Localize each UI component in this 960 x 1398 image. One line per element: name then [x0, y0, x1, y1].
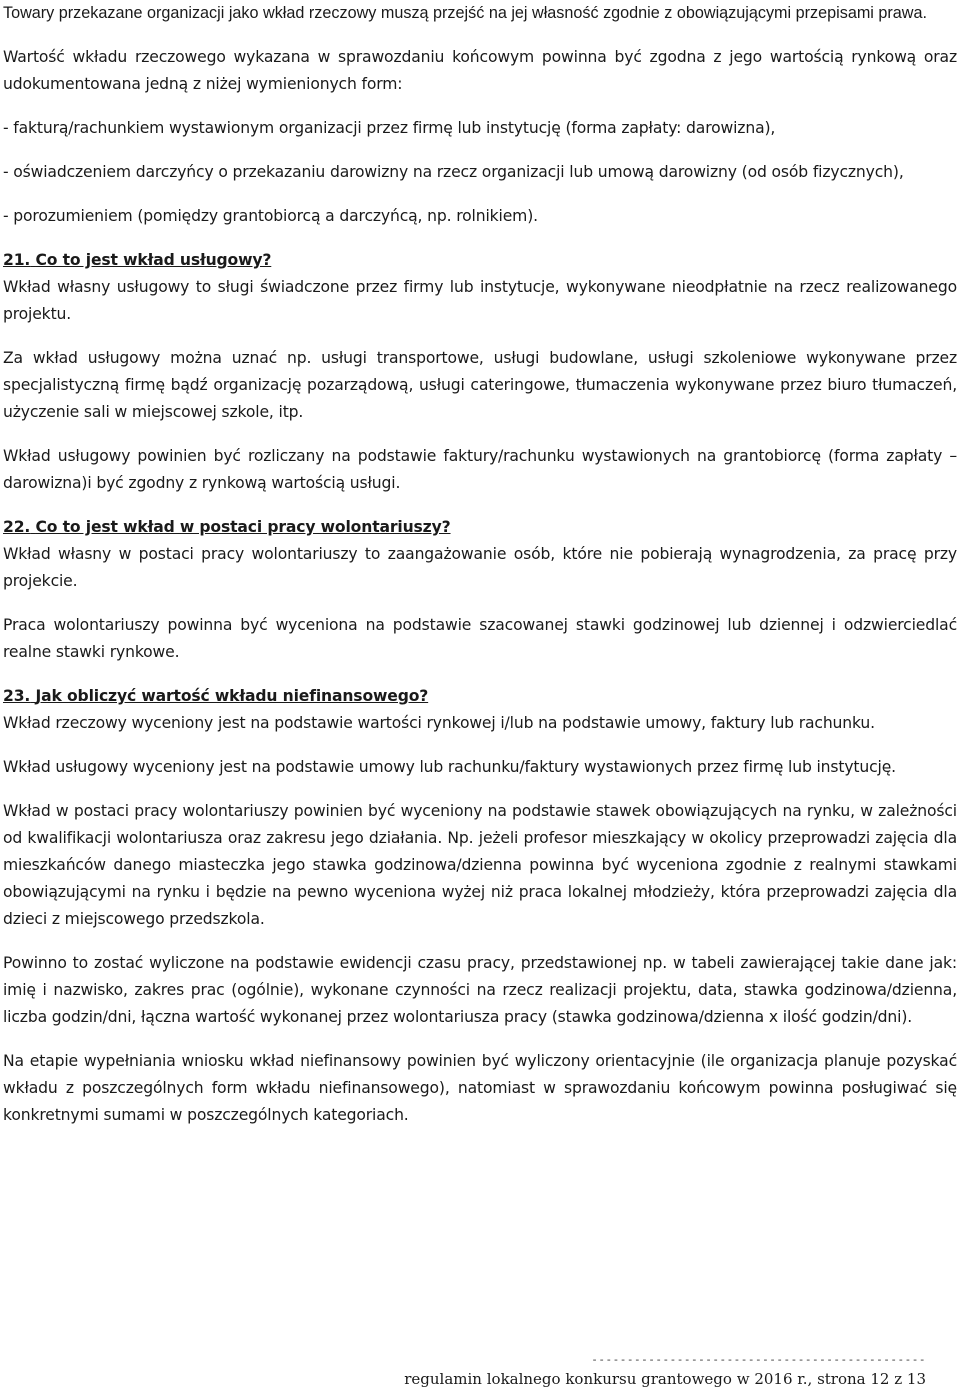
section-23-paragraph: Wkład w postaci pracy wolontariuszy powinien być wyceniony na podstawie stawek obowiązujących na rynku, w zależności od kwalifikacji wolontariusza oraz zakresu jego działania. Np. jeżeli profesor mieszkający w okolicy przeprowadzi zajęcia dla mieszkańców danego miasteczka jego stawka godzinowa/dzienna powinna być wyceniona zgodnie z realnymi stawkami obowiązującymi na rynku i będzie na pewno wyceniona wyżej niż praca lokalnej młodzieży, która przeprowadzi zajęcia dla dzieci z miejscowego przedszkola. — [3, 802, 957, 928]
paragraph-towary: Towary przekazane organizacji jako wkład rzeczowy muszą przejść na jej własność zgodnie z obowiązującymi przepisami prawa. — [3, 4, 927, 22]
section-23-paragraph: Wkład rzeczowy wyceniony jest na podstawie wartości rynkowej i/lub na podstawie umowy, faktury lub rachunku. — [3, 714, 875, 732]
section-22-paragraph: Wkład własny w postaci pracy wolontariuszy to zaangażowanie osób, które nie pobierają wynagrodzenia, za pracę przy projekcie. — [3, 545, 957, 590]
section-22-paragraph: Praca wolontariuszy powinna być wyceniona na podstawie szacowanej stawki godzinowej lub dziennej i odzwierciedlać realne stawki rynkowe. — [3, 616, 957, 661]
section-23-paragraph: Powinno to zostać wyliczone na podstawie ewidencji czasu pracy, przedstawionej np. w tabeli zawierającej takie dane jak: imię i nazwisko, zakres prac (ogólnie), wykonane czynności na rzecz realizacji projektu, data, stawka godzinowa/dzienna, liczba godzin/dni, łączna wartość wykonanej przez wolontariusza pracy (stawka godzinowa/dzienna x ilość godzin/dni). — [3, 954, 957, 1026]
section-23-heading — [3, 683, 957, 710]
section-23-paragraph: Wkład usługowy wyceniony jest na podstawie umowy lub rachunku/faktury wystawionych przez firmę lub instytucję. — [3, 758, 896, 776]
footer-rule: ----------------------------------------------- — [591, 1353, 926, 1366]
paragraph-wartosc-wkladu: Wartość wkładu rzeczowego wykazana w sprawozdaniu końcowym powinna być zgodna z jego wartością rynkową oraz udokumentowana jedną z niżej wymienionych form: — [3, 48, 957, 93]
section-21-heading — [3, 247, 957, 274]
section-22-title: Co to jest wkład w postaci pracy wolontariuszy? — [35, 518, 451, 536]
section-21-paragraph: Za wkład usługowy można uznać np. usługi transportowe, usługi budowlane, usługi szkoleniowe wykonywane przez specjalistyczną firmę bądź organizację pozarządową, usługi cateringowe, tłumaczenia wykonywane przez biuro tłumaczeń, użyczenie sali w miejscowej szkole, itp. — [3, 349, 957, 421]
section-23-paragraph: Na etapie wypełniania wniosku wkład niefinansowy powinien być wyliczony orientacyjnie (ile organizacja planuje pozyskać wkładu z poszczególnych form wkładu niefinansowego), natomiast w sprawozdaniu końcowym powinna posługiwać się konkretnymi sumami w poszczególnych kategoriach. — [3, 1052, 957, 1124]
section-21-paragraph: Wkład własny usługowy to sługi świadczone przez firmy lub instytucje, wykonywane nieodpłatnie na rzecz realizowanego projektu. — [3, 278, 957, 323]
footer-text: regulamin lokalnego konkursu grantowego w 2016 r., strona 12 z 13 — [404, 1370, 926, 1388]
section-21-title: Co to jest wkład usługowy? — [35, 251, 272, 269]
list-item-faktura: - fakturą/rachunkiem wystawionym organizacji przez firmę lub instytucję (forma zapłaty: darowizna), — [3, 119, 776, 137]
section-21-number: 21. — [3, 251, 31, 269]
document-page — [3, 0, 957, 1129]
section-21-paragraph: Wkład usługowy powinien być rozliczany na podstawie faktury/rachunku wystawionych na grantobiorcę (forma zapłaty – darowizna)i być zgodny z rynkową wartością usługi. — [3, 447, 957, 492]
page-footer — [404, 1352, 926, 1390]
list-item-porozumienie: - porozumieniem (pomiędzy grantobiorcą a darczyńcą, np. rolnikiem). — [3, 207, 538, 225]
section-22-heading — [3, 514, 957, 541]
section-23-number: 23. — [3, 687, 31, 705]
section-23-title: Jak obliczyć wartość wkładu niefinansowego? — [35, 687, 429, 705]
list-item-oswiadczenie: - oświadczeniem darczyńcy o przekazaniu darowizny na rzecz organizacji lub umową darowizny (od osób fizycznych), — [3, 163, 904, 181]
section-22-number: 22. — [3, 518, 31, 536]
